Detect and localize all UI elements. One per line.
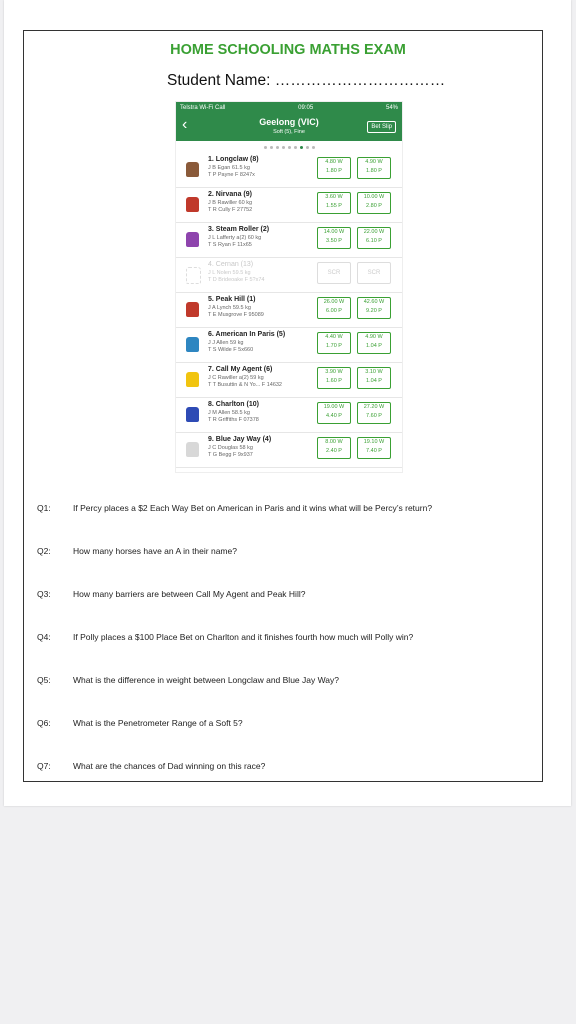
place-odds: 7.40 P: [366, 448, 382, 454]
clock: 09:05: [298, 104, 314, 111]
fixed-odds-button[interactable]: [317, 297, 351, 319]
tote-odds-button[interactable]: [357, 157, 391, 179]
place-odds: 1.04 P: [366, 378, 382, 384]
runner-row[interactable]: [176, 328, 402, 363]
question-item: [37, 546, 237, 556]
runner-row[interactable]: [176, 398, 402, 433]
venue-title: Geelong (VIC): [259, 117, 319, 127]
question-number: Q2:: [37, 546, 51, 556]
place-odds: 1.80 P: [326, 168, 342, 174]
win-odds: 3.10 W: [365, 369, 383, 375]
fixed-odds-button: [317, 262, 351, 284]
race-screenshot: [175, 101, 403, 473]
runner-name: 8. Charlton (10): [208, 401, 259, 408]
tote-odds-button[interactable]: [357, 402, 391, 424]
win-odds: 19.00 W: [323, 404, 345, 410]
runner-trainer: T T Busuttin & N Yo... F 14632: [208, 382, 282, 388]
race-page-dots[interactable]: [176, 141, 402, 153]
fixed-odds-button[interactable]: [317, 227, 351, 249]
runner-name: 5. Peak Hill (1): [208, 296, 256, 303]
tote-odds-button[interactable]: [357, 437, 391, 459]
fixed-odds-button[interactable]: [317, 367, 351, 389]
runner-trainer: T P Payne F 8247x: [208, 172, 255, 178]
win-odds: 19.10 W: [363, 439, 385, 445]
question-item: [37, 632, 413, 642]
jockey-silk-icon: [186, 337, 199, 352]
place-odds: 9.20 P: [366, 308, 382, 314]
place-odds: 6.00 P: [326, 308, 342, 314]
carrier-label: Telstra Wi-Fi Call: [180, 104, 226, 111]
win-odds: 4.90 W: [365, 334, 383, 340]
place-odds: 1.55 P: [326, 203, 342, 209]
runner-trainer: T R Griffiths F 07378: [208, 417, 259, 423]
phone-status-bar: [176, 102, 402, 113]
runner-row[interactable]: [176, 153, 402, 188]
place-odds: 1.70 P: [326, 343, 342, 349]
question-text: What is the Penetrometer Range of a Soft 5?: [73, 718, 243, 728]
runner-name: 6. American In Paris (5): [208, 331, 286, 338]
win-odds: 4.80 W: [325, 159, 343, 165]
question-text: How many horses have an A in their name?: [73, 546, 237, 556]
runner-row[interactable]: [176, 293, 402, 328]
runner-name: 4. Cernan (13): [208, 261, 254, 268]
win-odds: 42.60 W: [363, 299, 385, 305]
win-odds: SCR: [327, 270, 341, 276]
runner-trainer: T D Brideoake F 5?x74: [208, 277, 265, 283]
runner-row[interactable]: [176, 433, 402, 468]
question-number: Q7:: [37, 761, 51, 771]
question-item: [37, 503, 432, 513]
runner-jockey: J L Lafferty a(2) 60 kg: [208, 235, 262, 241]
student-name-line: Student Name: ……………………………: [167, 72, 446, 89]
fixed-odds-button[interactable]: [317, 402, 351, 424]
place-odds: 7.60 P: [366, 413, 382, 419]
question-text: If Percy places a $2 Each Way Bet on American in Paris and it wins what will be Percy’s return?: [73, 503, 433, 513]
tote-odds-button[interactable]: [357, 367, 391, 389]
fixed-odds-button[interactable]: [317, 332, 351, 354]
place-odds: 1.60 P: [326, 378, 342, 384]
runner-name: 3. Steam Roller (2): [208, 226, 270, 233]
fixed-odds-button[interactable]: [317, 192, 351, 214]
runner-name: 7. Call My Agent (6): [208, 366, 273, 373]
runner-trainer: T S Ryan F 11x65: [208, 242, 252, 248]
fixed-odds-button[interactable]: [317, 157, 351, 179]
runner-trainer: T S Wilde F 5x660: [208, 347, 254, 353]
runner-trainer: T E Musgrove F 95089: [208, 312, 264, 318]
runner-trainer: T R Cully F 27752: [208, 207, 253, 213]
tote-odds-button[interactable]: [357, 332, 391, 354]
race-header: [176, 113, 402, 141]
runner-name: 9. Blue Jay Way (4): [208, 436, 272, 443]
win-odds: 26.00 W: [323, 299, 345, 305]
runner-row[interactable]: [176, 223, 402, 258]
runner-name: 2. Nirvana (9): [208, 191, 252, 198]
win-odds: 4.40 W: [325, 334, 343, 340]
question-number: Q4:: [37, 632, 51, 642]
place-odds: 4.40 P: [326, 413, 342, 419]
win-odds: 14.00 W: [323, 229, 345, 235]
back-chevron-icon[interactable]: ‹: [182, 116, 188, 133]
win-odds: 3.90 W: [325, 369, 343, 375]
win-odds: 10.00 W: [363, 194, 385, 200]
jockey-silk-icon: [186, 267, 201, 284]
runner-jockey: J B Rawiller 60 kg: [208, 200, 253, 206]
track-condition: Soft (5), Fine: [273, 129, 305, 135]
place-odds: 3.50 P: [326, 238, 342, 244]
question-item: [37, 761, 265, 771]
tote-odds-button: [357, 262, 391, 284]
win-odds: 27.20 W: [363, 404, 385, 410]
runner-jockey: J A Lynch 59.5 kg: [208, 305, 251, 311]
place-odds: 1.80 P: [366, 168, 382, 174]
jockey-silk-icon: [186, 442, 199, 457]
question-number: Q1:: [37, 503, 51, 513]
question-text: How many barriers are between Call My Agent and Peak Hill?: [73, 589, 306, 599]
tote-odds-button[interactable]: [357, 192, 391, 214]
win-odds: 3.60 W: [325, 194, 343, 200]
exam-title: HOME SCHOOLING MATHS EXAM: [170, 42, 406, 58]
win-odds: 8.00 W: [325, 439, 343, 445]
question-item: [37, 589, 305, 599]
fixed-odds-button[interactable]: [317, 437, 351, 459]
battery-indicator: 54%: [385, 104, 398, 111]
runner-list: [176, 153, 402, 468]
runner-row[interactable]: [176, 188, 402, 223]
question-number: Q3:: [37, 589, 51, 599]
tote-odds-button[interactable]: [357, 297, 391, 319]
runner-jockey: J M Allen 58.5 kg: [208, 410, 250, 416]
place-odds: 2.80 P: [366, 203, 382, 209]
runner-jockey: J J Allen 59 kg: [208, 340, 244, 346]
jockey-silk-icon: [186, 232, 199, 247]
question-text: What are the chances of Dad winning on this race?: [73, 761, 266, 771]
question-item: [37, 718, 243, 728]
jockey-silk-icon: [186, 372, 199, 387]
runner-row[interactable]: [176, 363, 402, 398]
tote-odds-button[interactable]: [357, 227, 391, 249]
runner-row[interactable]: [176, 258, 402, 293]
place-odds: 1.04 P: [366, 343, 382, 349]
win-odds: 22.00 W: [363, 229, 385, 235]
runner-trainer: T G Begg F 9x937: [208, 452, 253, 458]
jockey-silk-icon: [186, 407, 199, 422]
runner-name: 1. Longclaw (8): [208, 156, 259, 163]
question-item: [37, 675, 339, 685]
place-odds: 2.40 P: [326, 448, 342, 454]
runner-jockey: J L Nolen 59.5 kg: [208, 270, 251, 276]
win-odds: SCR: [367, 270, 381, 276]
jockey-silk-icon: [186, 162, 199, 177]
runner-jockey: J C Douglas 58 kg: [208, 445, 253, 451]
runner-jockey: J C Rawiller a(2) 59 kg: [208, 375, 264, 381]
bet-slip-button[interactable]: Bet Slip: [367, 121, 396, 133]
question-text: What is the difference in weight between Longclaw and Blue Jay Way?: [73, 675, 340, 685]
jockey-silk-icon: [186, 197, 199, 212]
jockey-silk-icon: [186, 302, 199, 317]
question-text: If Polly places a $100 Place Bet on Charlton and it finishes fourth how much will Polly win?: [73, 632, 414, 642]
question-number: Q6:: [37, 718, 51, 728]
runner-jockey: J B Egan 61.5 kg: [208, 165, 250, 171]
question-number: Q5:: [37, 675, 51, 685]
place-odds: 6.10 P: [366, 238, 382, 244]
win-odds: 4.90 W: [365, 159, 383, 165]
